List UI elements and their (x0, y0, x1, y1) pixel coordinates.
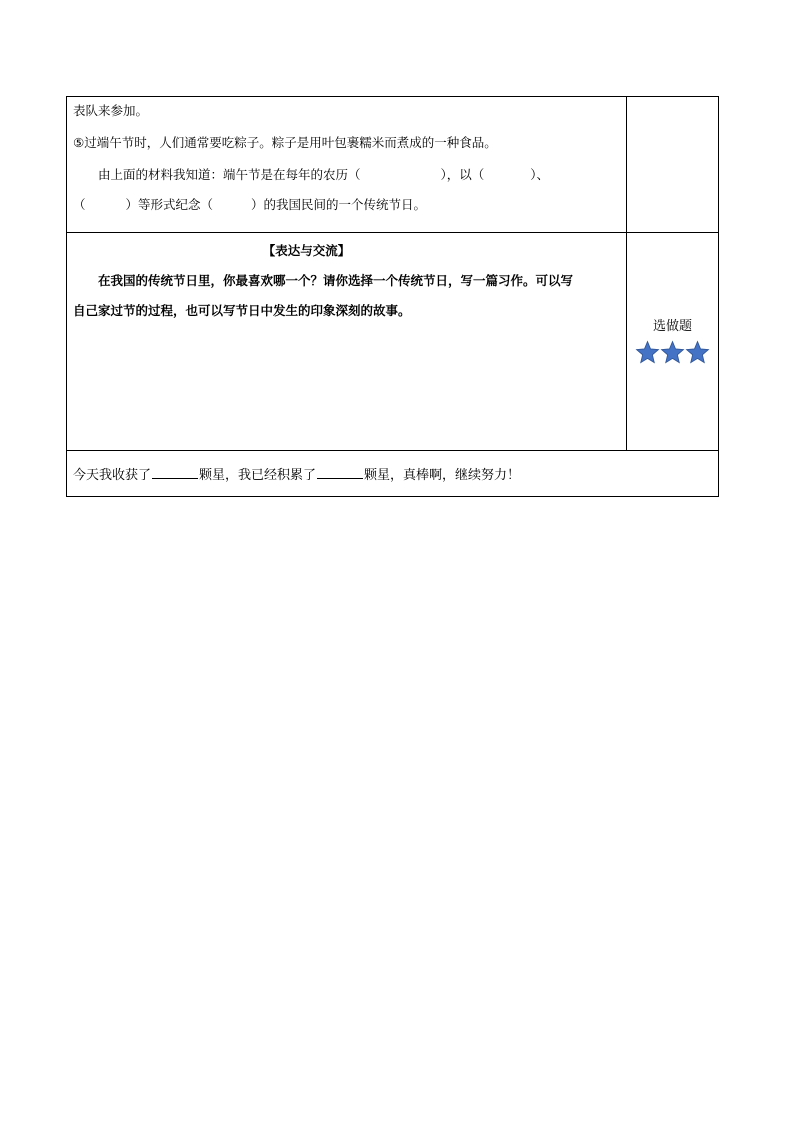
section-title: 【表达与交流】 (262, 243, 351, 258)
worksheet-table (66, 96, 719, 497)
optional-label: 选做题 (652, 319, 692, 334)
footer-cell (67, 451, 719, 497)
fill-in-text: ），以（ (440, 167, 485, 182)
prompt-line-1: 在我国的传统节日里，你最喜欢哪一个？请你选择一个传统节日，写一篇习作。可以写 (98, 273, 574, 288)
fill-in-text: ）、 (530, 167, 550, 182)
expression-cell (67, 233, 627, 451)
expression-row (67, 233, 719, 451)
optional-cell (627, 233, 719, 451)
footer-text-b: 颗星，我已经积累了 (199, 468, 317, 483)
stars-total-blank[interactable] (317, 464, 363, 479)
material-row (67, 97, 719, 233)
star-icon (685, 340, 710, 365)
star-icon (660, 340, 685, 365)
material-line-2: ⑤过端午节时，人们通常要吃粽子。粽子是用叶包裹糯米而煮成的一种食品。 (73, 135, 497, 150)
material-cell (67, 97, 627, 233)
footer-text (67, 451, 718, 486)
fill-in-line-2 (73, 195, 620, 215)
fill-in-text: （ (73, 197, 86, 212)
fill-in-text: ）等形式纪念（ (125, 197, 214, 212)
material-line-1: 表队来参加。 (73, 103, 149, 118)
stars-earned-blank[interactable] (152, 464, 198, 479)
footer-text-c: 颗星，真棒啊，继续努力！ (364, 468, 521, 483)
fill-in-text: ）的我国民间的一个传统节日。 (251, 197, 427, 212)
prompt-line-2: 自己家过节的过程，也可以写节日中发生的印象深刻的故事。 (73, 303, 411, 318)
material-side-cell (627, 97, 719, 233)
footer-text-a: 今天我收获了 (73, 468, 152, 483)
fill-in-line-1 (73, 165, 620, 185)
star-rating (627, 340, 718, 365)
star-icon (635, 340, 660, 365)
footer-row (67, 451, 719, 497)
fill-in-text: 由上面的材料我知道：端午节是在每年的农历（ (98, 167, 361, 182)
